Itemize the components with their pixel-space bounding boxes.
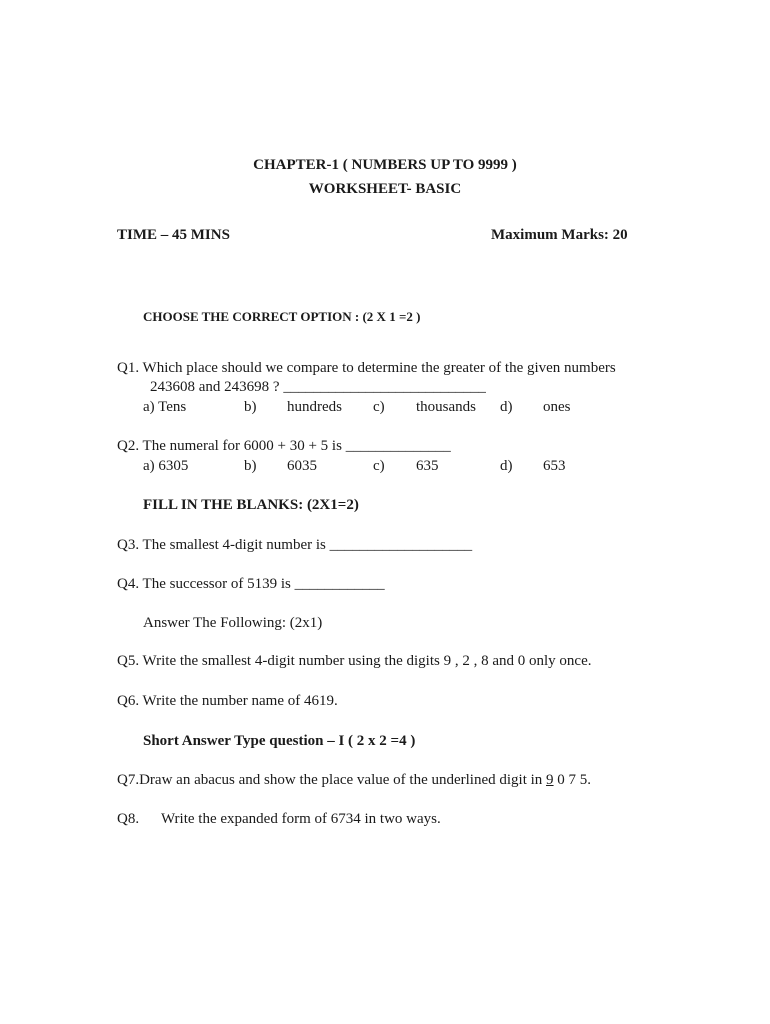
q4-text: Q4. The successor of 5139 is ____________ bbox=[117, 576, 385, 592]
answer-following-heading: Answer The Following: (2x1) bbox=[143, 615, 323, 631]
q2-option-a: a) 6305 bbox=[143, 458, 189, 474]
q2-text: Q2. The numeral for 6000 + 30 + 5 is ______________ bbox=[117, 438, 451, 454]
q1-option-b-label: b) bbox=[244, 399, 257, 415]
q5-text: Q5. Write the smallest 4-digit number using the digits 9 , 2 , 8 and 0 only once. bbox=[117, 653, 592, 669]
q2-option-c: 635 bbox=[416, 458, 439, 474]
time-label: TIME – 45 MINS bbox=[117, 227, 230, 243]
q7-text: Draw an abacus and show the place value of the underlined digit in bbox=[139, 772, 547, 788]
q8-number: Q8. bbox=[117, 811, 140, 827]
q1-option-d: ones bbox=[543, 399, 571, 415]
q7-underlined-digit: 9 bbox=[546, 772, 554, 788]
q3-text: Q3. The smallest 4-digit number is ___________________ bbox=[117, 537, 473, 553]
q2-option-d: 653 bbox=[543, 458, 566, 474]
q1-option-c-label: c) bbox=[373, 399, 385, 415]
q8-text: Write the expanded form of 6734 in two ways. bbox=[161, 811, 441, 827]
q1-option-a: a) Tens bbox=[143, 399, 187, 415]
q7-line bbox=[117, 772, 591, 789]
q1-option-d-label: d) bbox=[500, 399, 513, 415]
q7-number: Q7. bbox=[117, 772, 140, 788]
maximum-marks-label: Maximum Marks: 20 bbox=[491, 227, 628, 243]
worksheet-subtitle: WORKSHEET- BASIC bbox=[308, 181, 462, 197]
q2-option-d-label: d) bbox=[500, 458, 513, 474]
chapter-title: CHAPTER-1 ( NUMBERS UP TO 9999 ) bbox=[253, 157, 517, 173]
q7-text-end: 0 7 5. bbox=[553, 772, 592, 788]
q1-option-b: hundreds bbox=[287, 399, 342, 415]
mcq-section-heading: CHOOSE THE CORRECT OPTION : (2 X 1 =2 ) bbox=[143, 309, 421, 324]
q1-text-continued: 243608 and 243698 ? ___________________________ bbox=[150, 379, 486, 395]
q2-option-c-label: c) bbox=[373, 458, 385, 474]
fill-blanks-heading: FILL IN THE BLANKS: (2X1=2) bbox=[143, 497, 359, 513]
short-answer-heading: Short Answer Type question – I ( 2 x 2 =4 ) bbox=[143, 733, 416, 749]
q1-option-c: thousands bbox=[416, 399, 476, 415]
q2-option-b-label: b) bbox=[244, 458, 257, 474]
q6-text: Q6. Write the number name of 4619. bbox=[117, 693, 338, 709]
q1-text: Q1. Which place should we compare to determine the greater of the given numbers bbox=[117, 360, 616, 376]
q2-option-b: 6035 bbox=[287, 458, 317, 474]
